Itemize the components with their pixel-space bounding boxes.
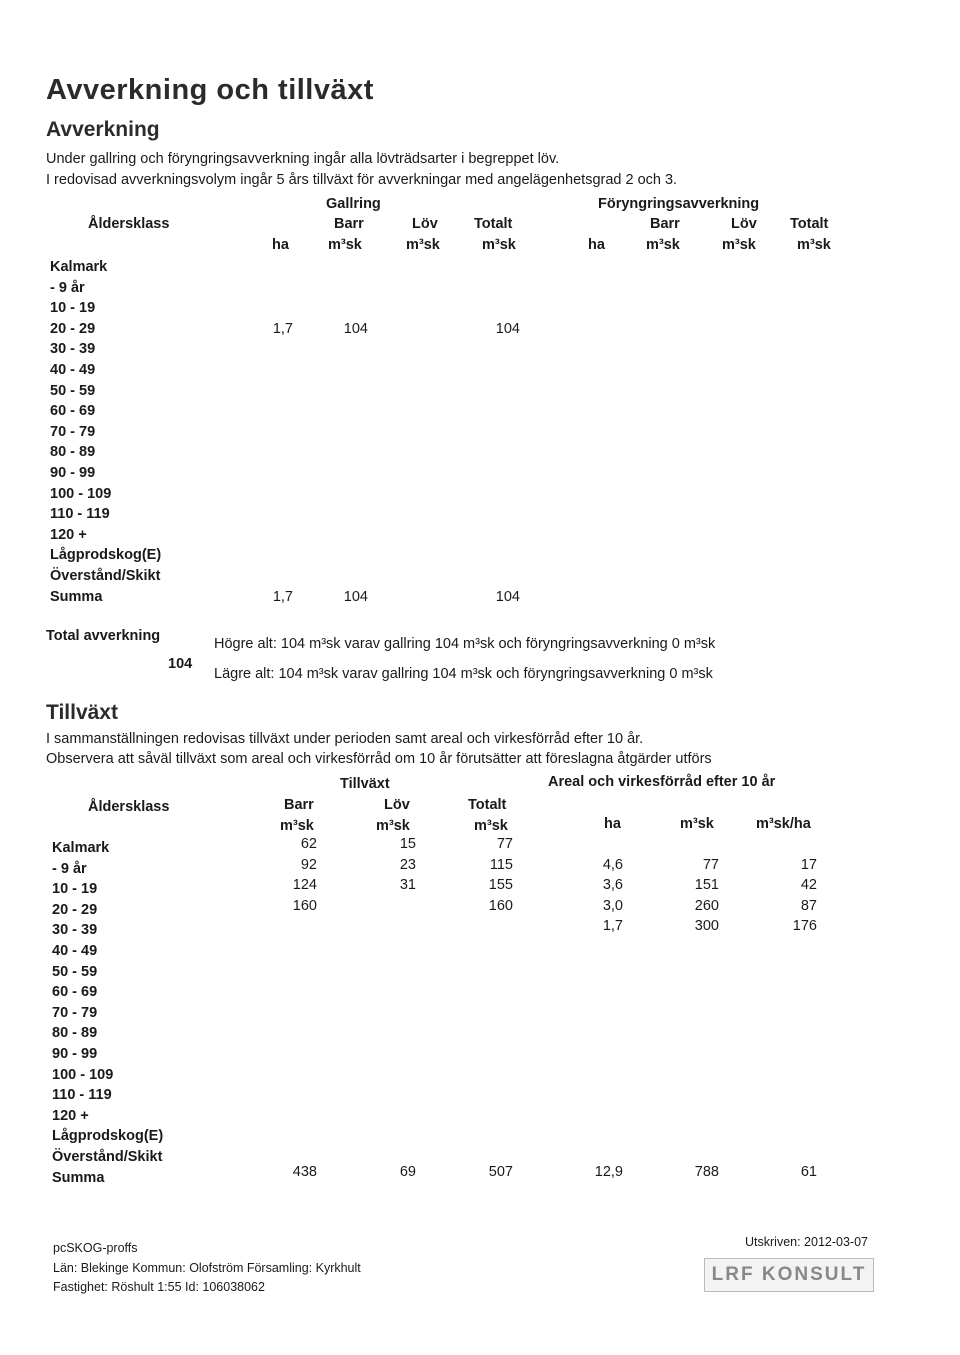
tillvaxt-row-label: 70 - 79 xyxy=(52,1004,98,1021)
tillvaxt-cell-ha: 3,0 xyxy=(602,897,623,914)
tv-aldersklass-header: Åldersklass xyxy=(88,799,170,815)
g-tot-header: Totalt xyxy=(474,216,513,232)
f-lov-header: Löv xyxy=(731,216,757,232)
tillvaxt-cell-tot: 160 xyxy=(488,897,513,914)
avverkning-row-label: Lågprodskog(E) xyxy=(50,547,162,564)
tillvaxt-row-label: 10 - 19 xyxy=(52,881,98,898)
g-barr-unit: m³sk xyxy=(328,237,362,253)
g-barr-header: Barr xyxy=(334,216,364,232)
tillvaxt-cell-tot: 155 xyxy=(488,877,513,894)
footer-product: pcSKOG-proffs xyxy=(53,1241,138,1255)
f-ha-unit: ha xyxy=(588,237,605,253)
tillvaxt-cell-barr: 62 xyxy=(300,836,317,852)
tillvaxt-cell-barr: 124 xyxy=(292,877,317,894)
avverkning-cell-g-ha: 1,7 xyxy=(272,320,293,337)
avverkning-row-label: 80 - 89 xyxy=(50,444,96,461)
gallring-header: Gallring xyxy=(326,196,381,212)
f-tot-header: Totalt xyxy=(790,216,829,232)
tillvaxt-cell-lov: 15 xyxy=(399,836,416,852)
avverkning-cell-g-tot: 104 xyxy=(495,320,520,337)
avverkning-row-label: 70 - 79 xyxy=(50,423,96,440)
tillvaxt-cell-m3sk: 77 xyxy=(702,856,719,873)
tillvaxt-cell-m3skha: 176 xyxy=(792,918,817,935)
avverkning-row-label: 20 - 29 xyxy=(50,320,96,337)
avverkning-row-label: Summa xyxy=(50,588,103,605)
avverkning-row-label: 110 - 119 xyxy=(50,506,110,523)
avverkning-row-label: 60 - 69 xyxy=(50,403,96,420)
avverkning-row-label: 30 - 39 xyxy=(50,341,96,358)
avverkning-heading: Avverkning xyxy=(46,118,160,141)
total-avverkning-value: 104 xyxy=(168,656,193,672)
f-barr-unit: m³sk xyxy=(646,237,680,253)
areal-ha-unit: ha xyxy=(604,816,621,832)
avverkning-row-label: Överstånd/Skikt xyxy=(50,568,161,584)
tillvaxt-intro-1: I sammanställningen redovisas tillväxt under perioden samt areal och virkesförråd efter 10 år. xyxy=(46,731,644,747)
tillvaxt-cell-barr: 92 xyxy=(300,856,317,873)
tillvaxt-cell-lov: 31 xyxy=(399,877,416,894)
tillvaxt-row-label: 80 - 89 xyxy=(52,1025,98,1042)
tillvaxt-cell-m3skha: 42 xyxy=(800,877,817,894)
tillvaxt-cell-m3sk: 151 xyxy=(694,877,719,894)
tillvaxt-cell-m3skha: 87 xyxy=(800,897,817,914)
avverkning-row-label: - 9 år xyxy=(50,279,85,296)
avverkning-intro-1: Under gallring och föryngringsavverkning ingår alla lövträdsarter i begreppet löv. xyxy=(46,151,560,167)
tillvaxt-row-label: 50 - 59 xyxy=(52,963,98,980)
foryngring-header: Föryngringsavverkning xyxy=(598,196,760,212)
tillvaxt-row-label: 20 - 29 xyxy=(52,901,98,918)
tillvaxt-cell-ha: 4,6 xyxy=(602,856,623,873)
tillvaxt-row-label: 90 - 99 xyxy=(52,1046,98,1062)
tillvaxt-cell-m3sk: 300 xyxy=(694,918,719,935)
tv-barr-unit: m³sk xyxy=(280,818,314,834)
tillvaxt-intro-2: Observera att såväl tillväxt som areal och virkesförråd om 10 år förutsätter att föreslagna åtgärder utförs xyxy=(46,751,712,767)
total-avverkning-label: Total avverkning xyxy=(46,628,161,644)
tillvaxt-row-label: 40 - 49 xyxy=(52,943,98,959)
tillvaxt-row-label: Kalmark xyxy=(52,840,110,856)
page-title: Avverkning och tillväxt xyxy=(46,74,374,106)
g-lov-header: Löv xyxy=(412,216,438,232)
tillvaxt-cell-ha: 12,9 xyxy=(594,1163,623,1180)
tillvaxt-row-label: - 9 år xyxy=(52,860,87,877)
tillvaxt-header: Tillväxt xyxy=(340,776,390,792)
avverkning-cell-g-ha: 1,7 xyxy=(272,588,293,605)
avverkning-row-label: 40 - 49 xyxy=(50,362,96,378)
f-lov-unit: m³sk xyxy=(722,237,756,253)
tillvaxt-cell-tot: 77 xyxy=(496,836,513,852)
tv-tot-unit: m³sk xyxy=(474,818,508,834)
avverkning-row-label: 120 + xyxy=(50,526,87,543)
tillvaxt-cell-barr: 160 xyxy=(292,897,317,914)
tv-lov-header: Löv xyxy=(384,797,410,813)
tv-tot-header: Totalt xyxy=(468,797,507,813)
tillvaxt-heading: Tillväxt xyxy=(46,701,118,724)
footer-location: Län: Blekinge Kommun: Olofström Församling: Kyrkhult xyxy=(53,1261,361,1275)
tillvaxt-row-label: Överstånd/Skikt xyxy=(52,1149,163,1165)
avverkning-cell-g-tot: 104 xyxy=(495,588,520,605)
tillvaxt-cell-tot: 115 xyxy=(489,856,513,873)
tillvaxt-row-label: 100 - 109 xyxy=(52,1066,114,1083)
areal-m3sk-unit: m³sk xyxy=(680,816,714,832)
tillvaxt-cell-ha: 3,6 xyxy=(602,877,623,894)
footer-property: Fastighet: Röshult 1:55 Id: 106038062 xyxy=(53,1280,265,1294)
tillvaxt-cell-barr: 438 xyxy=(292,1163,317,1180)
tillvaxt-cell-m3skha: 17 xyxy=(800,856,817,873)
lrf-konsult-logo: LRF KONSULT xyxy=(704,1258,874,1292)
f-tot-unit: m³sk xyxy=(797,237,831,253)
tillvaxt-row-label: 60 - 69 xyxy=(52,984,98,1001)
tillvaxt-row-label: 30 - 39 xyxy=(52,922,98,939)
avverkning-row-label: 90 - 99 xyxy=(50,465,96,481)
g-lov-unit: m³sk xyxy=(406,237,440,253)
avverkning-row-label: 100 - 109 xyxy=(50,485,112,502)
tv-lov-unit: m³sk xyxy=(376,818,410,834)
lagre-alt: Lägre alt: 104 m³sk varav gallring 104 m³sk och föryngringsavverkning 0 m³sk xyxy=(214,666,713,682)
avverkning-row-label: 50 - 59 xyxy=(50,382,96,399)
tillvaxt-cell-m3skha: 61 xyxy=(800,1163,817,1180)
hogre-alt: Högre alt: 104 m³sk varav gallring 104 m³sk och föryngringsavverkning 0 m³sk xyxy=(214,636,716,652)
tillvaxt-cell-m3sk: 260 xyxy=(694,897,719,914)
tillvaxt-cell-m3sk: 788 xyxy=(694,1163,719,1180)
g-tot-unit: m³sk xyxy=(482,237,516,253)
avverkning-row-label: Kalmark xyxy=(50,259,108,275)
avverkning-cell-g-barr: 104 xyxy=(343,320,368,337)
avverkning-intro-2: I redovisad avverkningsvolym ingår 5 års tillväxt för avverkningar med angelägenhetsgrad 2 och 3. xyxy=(46,172,678,188)
areal-header: Areal och virkesförråd efter 10 år xyxy=(548,774,776,790)
aldersklass-header: Åldersklass xyxy=(88,216,170,232)
g-ha-unit: ha xyxy=(272,237,289,253)
tillvaxt-row-label: 120 + xyxy=(52,1107,89,1124)
f-barr-header: Barr xyxy=(650,216,680,232)
tillvaxt-cell-tot: 507 xyxy=(488,1163,513,1180)
tillvaxt-cell-lov: 23 xyxy=(399,856,416,873)
tillvaxt-row-label: Lågprodskog(E) xyxy=(52,1128,164,1145)
tillvaxt-row-label: Summa xyxy=(52,1169,105,1186)
tillvaxt-cell-ha: 1,7 xyxy=(602,918,623,935)
avverkning-row-label: 10 - 19 xyxy=(50,300,96,317)
tillvaxt-cell-lov: 69 xyxy=(399,1163,416,1180)
tillvaxt-row-label: 110 - 119 xyxy=(52,1087,112,1104)
avverkning-cell-g-barr: 104 xyxy=(343,588,368,605)
tv-barr-header: Barr xyxy=(284,797,314,813)
footer-printed-date: Utskriven: 2012-03-07 xyxy=(745,1235,868,1249)
areal-m3skha-unit: m³sk/ha xyxy=(756,816,811,832)
